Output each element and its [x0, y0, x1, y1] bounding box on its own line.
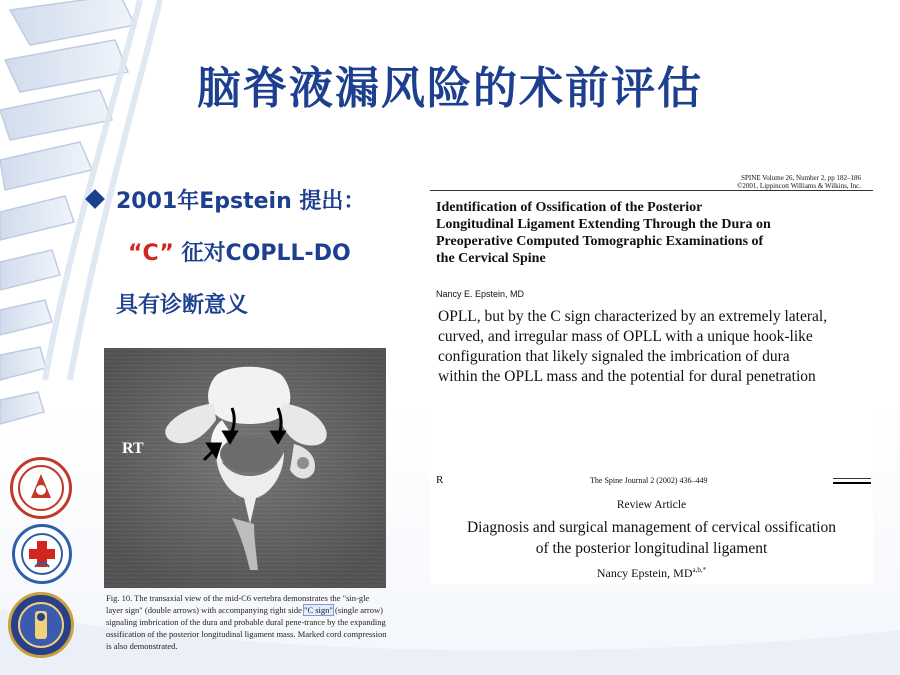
paper-excerpts-panel — [430, 168, 873, 584]
paper1-author: Nancy E. Epstein, MD — [436, 289, 525, 299]
paper1-excerpt-line-2: curved, and irregular mass of OPLL with a unique hook-like — [438, 328, 813, 345]
ct-rt-label: RT — [122, 440, 144, 457]
bullet-line-3 — [116, 288, 248, 319]
paper2-article-type: Review Article — [616, 499, 687, 511]
hospital-logo-icon — [12, 524, 72, 584]
c-sign-close-quote: ” — [159, 241, 174, 266]
bullet-text-3: 具有诊断意义 — [116, 293, 249, 318]
bullet-line-2 — [128, 236, 351, 267]
paper2-left-letter: R — [436, 474, 444, 486]
paper2-journal: The Spine Journal 2 (2002) 436–449 — [590, 476, 708, 485]
paper1-top-rule — [430, 190, 873, 191]
c-sign-open-quote: “ — [128, 241, 143, 266]
paper1-journal-line-2: ©2001, Lippincott Williams & Wilkins, Inc. — [737, 182, 861, 190]
paper2-rule-thin — [833, 478, 871, 479]
paper2-author-line — [430, 566, 873, 581]
ct-scan-graphic — [104, 348, 386, 588]
caption-text-b: (single arrow) signaling imbrication of the dura and probable dural pene-trance by the expanding ossification of the posterior longitudinal ligament mass. Marked cord compression is also demonstrated. — [106, 605, 387, 651]
caption-c-sign-highlight: "C sign" — [303, 605, 333, 615]
bullet-text-2: 征对COPLL-DO — [173, 241, 351, 266]
paper1-title-line-2: Longitudinal Ligament Extending Through the Dura on — [436, 217, 771, 232]
paper1-title-line-1: Identification of Ossification of the Posterior — [436, 200, 703, 215]
figure-caption — [106, 592, 388, 652]
diamond-bullet-icon — [85, 189, 105, 209]
paper2-title-line-1: Diagnosis and surgical management of cervical ossification — [466, 519, 837, 536]
ct-scan-image — [104, 348, 386, 588]
paper1-excerpt-line-1: OPLL, but by the C sign characterized by an extremely lateral, — [438, 308, 828, 325]
center-logo-icon — [8, 592, 74, 658]
slide-title: 脑脊液漏风险的术前评估 — [197, 63, 703, 114]
c-sign-letter: C — [142, 241, 160, 266]
paper1-journal-line-1: SPINE Volume 26, Number 2, pp 182–186 — [741, 174, 861, 182]
paper1-title-line-4: the Cervical Spine — [436, 251, 546, 266]
paper2-author: Nancy Epstein, MD — [596, 566, 693, 580]
university-logo-icon — [10, 457, 72, 519]
bullet-text-1: 2001年Epstein 提出： — [116, 189, 366, 214]
paper1-excerpt-line-4: within the OPLL mass and the potential for dural penetration — [438, 368, 816, 385]
paper1-title-line-3: Preoperative Computed Tomographic Examinations of — [436, 234, 764, 249]
bullet-line-1 — [88, 184, 365, 215]
paper2-rule-thick — [833, 482, 871, 484]
paper2-title-line-2: of the posterior longitudinal ligament — [535, 540, 768, 557]
paper1-excerpt-line-3: configuration that likely signaled the imbrication of dura — [438, 348, 790, 365]
paper2-author-sup: a,b,* — [692, 566, 707, 574]
caption-text-a: Fig. 10. The transaxial view of the mid-C6 vertebra demonstrates the "sin-gle layer sign" (double arrows) with accompanying right side — [106, 593, 370, 615]
